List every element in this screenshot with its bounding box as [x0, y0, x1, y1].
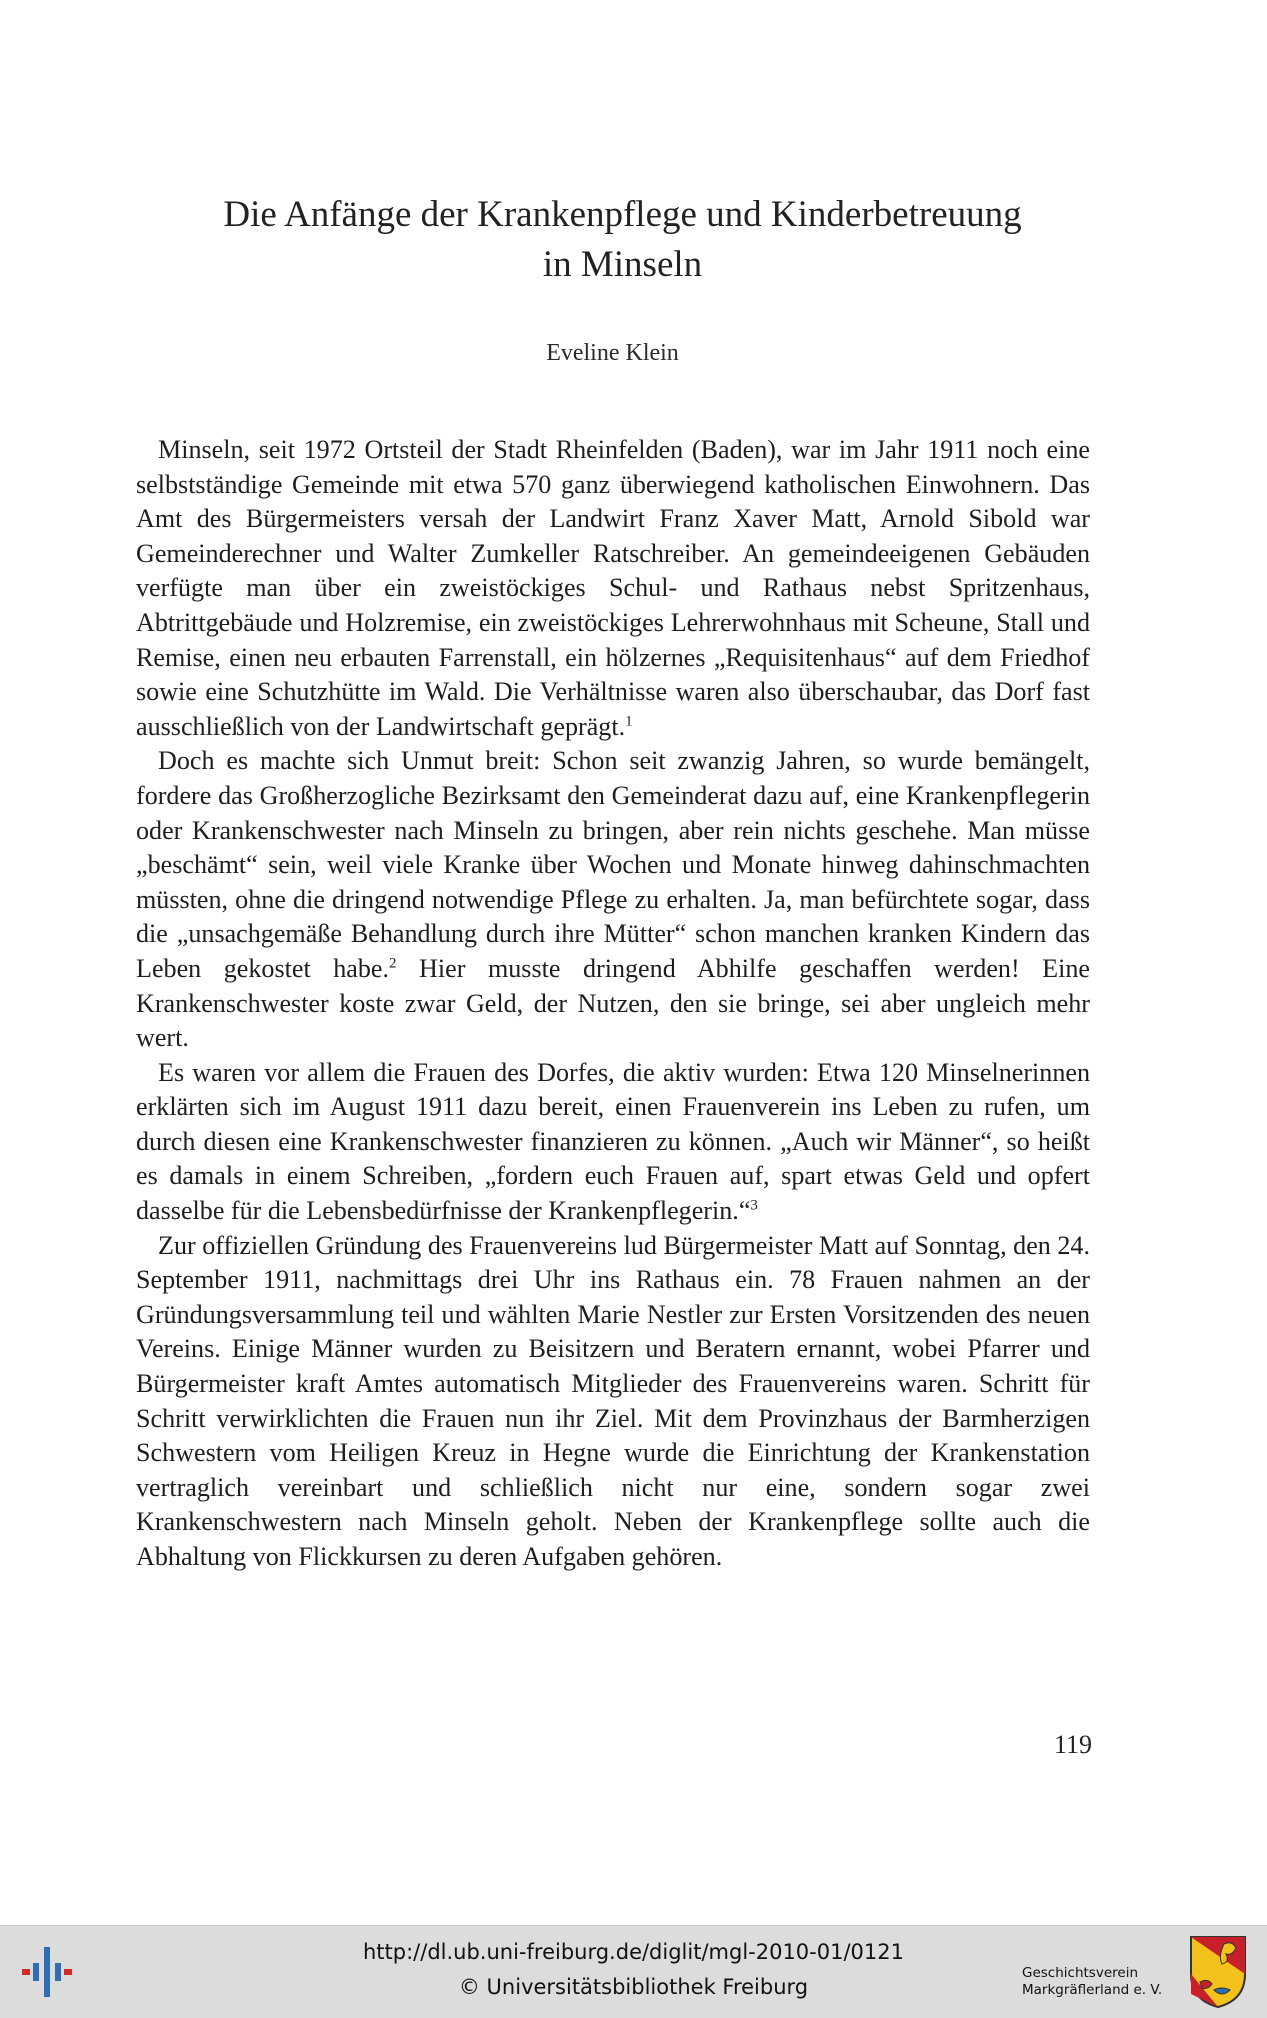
article-body [136, 433, 1090, 1575]
title-line-2: in Minseln [542, 244, 703, 285]
paragraph: Minseln, seit 1972 Ortsteil der Stadt Rheinfelden (Baden), war im Jahr 1911 noch eine selbstständige Gemeinde mit etwa 570 ganz überwiegend katholischen Einwohnern. Das Amt des Bürgermeisters versah der Landwirt Franz Xaver Matt, Arnold Sibold war Gemeinderechner und Walter Zumkeller Ratschreiber. An gemeindeeigenen Gebäuden verfügte man über ein zweistöckiges Schul- und Rathaus nebst Spritzenhaus, Abtrittgebäude und Holzremise, ein zweistöckiges Lehrerwohnhaus mit Scheune, Stall und Remise, einen neu erbauten Farrenstall, ein hölzernes „Requisitenhaus“ auf dem Friedhof sowie eine Schutzhütte im Wald. Die Verhältnisse waren also überschaubar, das Dorf fast ausschließlich von der Landwirtschaft geprägt.$^1$ [136, 435, 1090, 741]
title-line-1: Die Anfänge der Krankenpflege und Kinderbetreuung [223, 194, 1022, 235]
footer-bar [0, 1925, 1267, 2018]
copyright-notice: © Universitätsbibliothek Freiburg [458, 1975, 809, 1999]
footnote-marker: 2 [389, 955, 397, 972]
society-name: Geschichtsverein Markgräflerland e. V. [1022, 1965, 1163, 1998]
source-url-link[interactable]: http://dl.ub.uni-freiburg.de/diglit/mgl-2010-01/0121 [362, 1940, 904, 1964]
paragraph: Es waren vor allem die Frauen des Dorfes, die aktiv wurden: Etwa 120 Minselnerinnen erklärten sich im August 1911 dazu bereit, einen Frauenverein ins Leben zu rufen, um durch diesen eine Krankenschwester finanzieren zu können. „Auch wir Männer“, so heißt es damals in einem Schreiben, „fordern euch Frauen auf, spart etwas Geld und opfert dasselbe für die Lebensbedürfnisse der Krankenpflegerin.“$^3$ [136, 1057, 1090, 1226]
document-title [140, 190, 1105, 290]
paragraph: Zur offiziellen Gründung des Frauenvereins lud Bürgermeister Matt auf Sonntag, den 24. September 1911, nachmittags drei Uhr ins Rathaus ein. 78 Frauen nahmen an der Gründungsversammlung teil und wählten Marie Nestler zur Ersten Vorsitzenden des neuen Vereins. Einige Männer wurden zu Beisitzern und Beratern ernannt, wobei Pfarrer und Bürgermeister kraft Amtes automatisch Mitglieder des Frauenvereins waren. Schritt für Schritt verwirklichten die Frauen nun ihr Ziel. Mit dem Provinzhaus der Barmherzigen Schwestern vom Heiligen Kreuz in Hegne wurde die Einrichtung der Krankenstation vertraglich vereinbart und schließlich nicht nur eine, sondern sogar zwei Krankenschwestern nach Minseln geholt. Neben der Krankenpflege sollte auch die Abhaltung von Flickkursen zu deren Aufgaben gehören. [136, 1230, 1090, 1571]
coat-of-arms-icon [1188, 1934, 1248, 2010]
page-number: 119 [1053, 1730, 1092, 1759]
footnote-marker: 3 [750, 1197, 758, 1214]
footnote-marker: 1 [625, 713, 633, 730]
paragraph: Doch es machte sich Unmut breit: Schon seit zwanzig Jahren, so wurde bemängelt, fordere das Großherzogliche Bezirksamt den Gemeinderat dazu auf, eine Krankenpflegerin oder Krankenschwester nach Minseln zu bringen, aber rein nichts geschehe. Man müsse „beschämt“ sein, weil viele Kranke über Wochen und Monate hinweg dahinschmachten müssten, ohne die dringend notwendige Pflege zu erhalten. Ja, man befürchtete sogar, dass die „unsachgemäße Behandlung durch ihre Mütter“ schon manchen kranken Kindern das Leben gekostet habe.$^2$ Hier musste dringend Abhilfe geschaffen werden! Eine Krankenschwester koste zwar Geld, der Nutzen, den sie bringe, sei aber ungleich mehr wert. [136, 746, 1090, 1053]
author-name: Eveline Klein [546, 340, 679, 366]
